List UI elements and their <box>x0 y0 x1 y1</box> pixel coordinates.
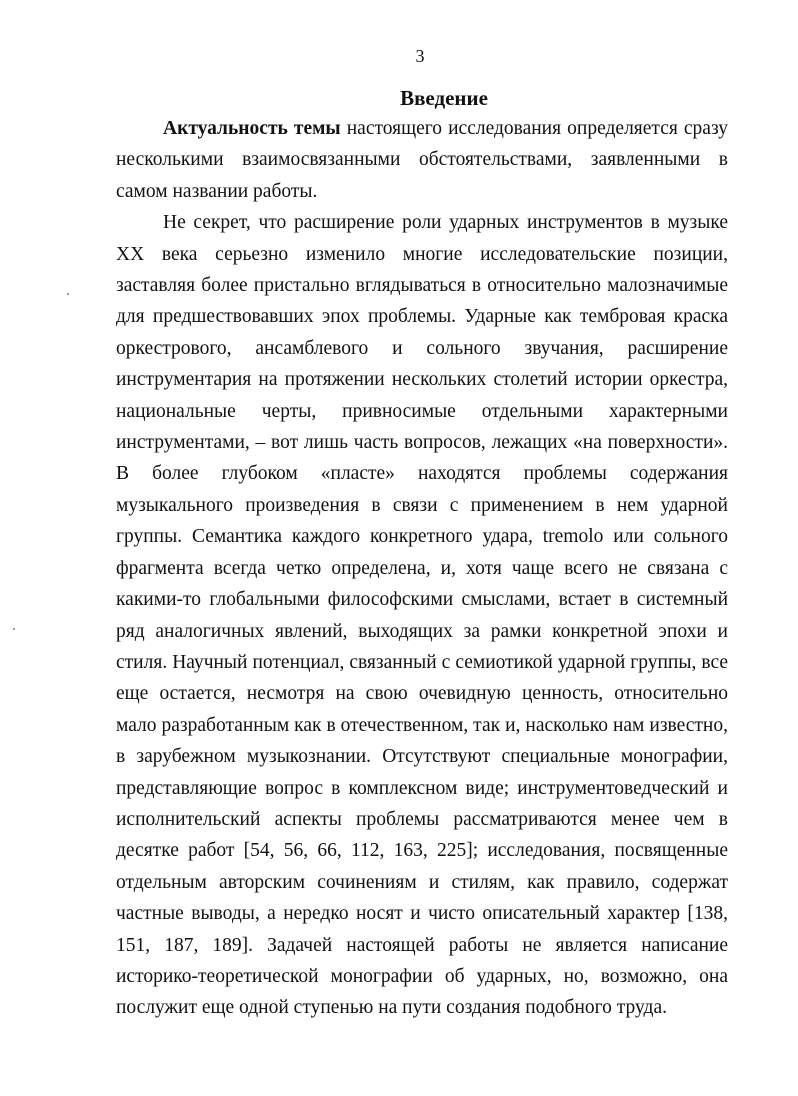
section-heading: Введение <box>400 86 488 110</box>
page-number: 3 <box>415 46 425 66</box>
scan-speck <box>67 293 69 295</box>
paragraph-lead: Актуальность темы <box>163 118 341 139</box>
body-text <box>116 113 728 1024</box>
paragraph-text: настоящего исследования определяется сразу несколькими взаимосвязанными обстоятельствами, заявленными в самом названии работы. <box>116 118 728 202</box>
paragraph-relevance <box>116 113 728 207</box>
paragraph-main <box>116 207 728 1024</box>
scan-speck <box>13 628 15 630</box>
paragraph-text: Не секрет, что расширение роли ударных инструментов в музыке XX века серьезно изменило многие исследовательские позиции, заставляя более пристально вглядываться в относительно малозначимые для предшествовавших эпох проблемы. Ударные как тембровая краска оркестрового, ансамблевого и сольного звучания, расширение инструментария на протяжении нескольких столетий истории оркестра, национальные черты, привносимые отдельными характерными инструментами, – вот лишь часть вопросов, лежащих «на поверхности». В более глубоком «пласте» находятся проблемы содержания музыкального произведения в связи с применением в нем ударной группы. Семантика каждого конкретного удара, tremolo или сольного фрагмента всегда четко определена, и, хотя чаще всего не связана с какими-то глобальными философскими смыслами, встает в системный ряд аналогичных явлений, выходящих за рамки конкретной эпохи и стиля. Научный потенциал, связанный с семиотикой ударной группы, все еще остается, несмотря на свою очевидную ценность, относительно мало разработанным как в отечественном, так и, насколько нам известно, в зарубежном музыкознании. Отсутствуют специальные монографии, представляющие вопрос в комплексном виде; инструментоведческий и исполнительский аспекты проблемы рассматриваются менее чем в десятке работ [54, 56, 66, 112, 163, 225]; исследования, посвященные отдельным авторским сочинениям и стилям, как правило, содержат частные выводы, а нередко носят и чисто описательный характер [138, 151, 187, 189]. Задачей настоящей работы не является написание историко-теоретической монографии об ударных, но, возможно, она послужит еще одной ступенью на пути создания подобного труда. <box>116 212 728 1019</box>
